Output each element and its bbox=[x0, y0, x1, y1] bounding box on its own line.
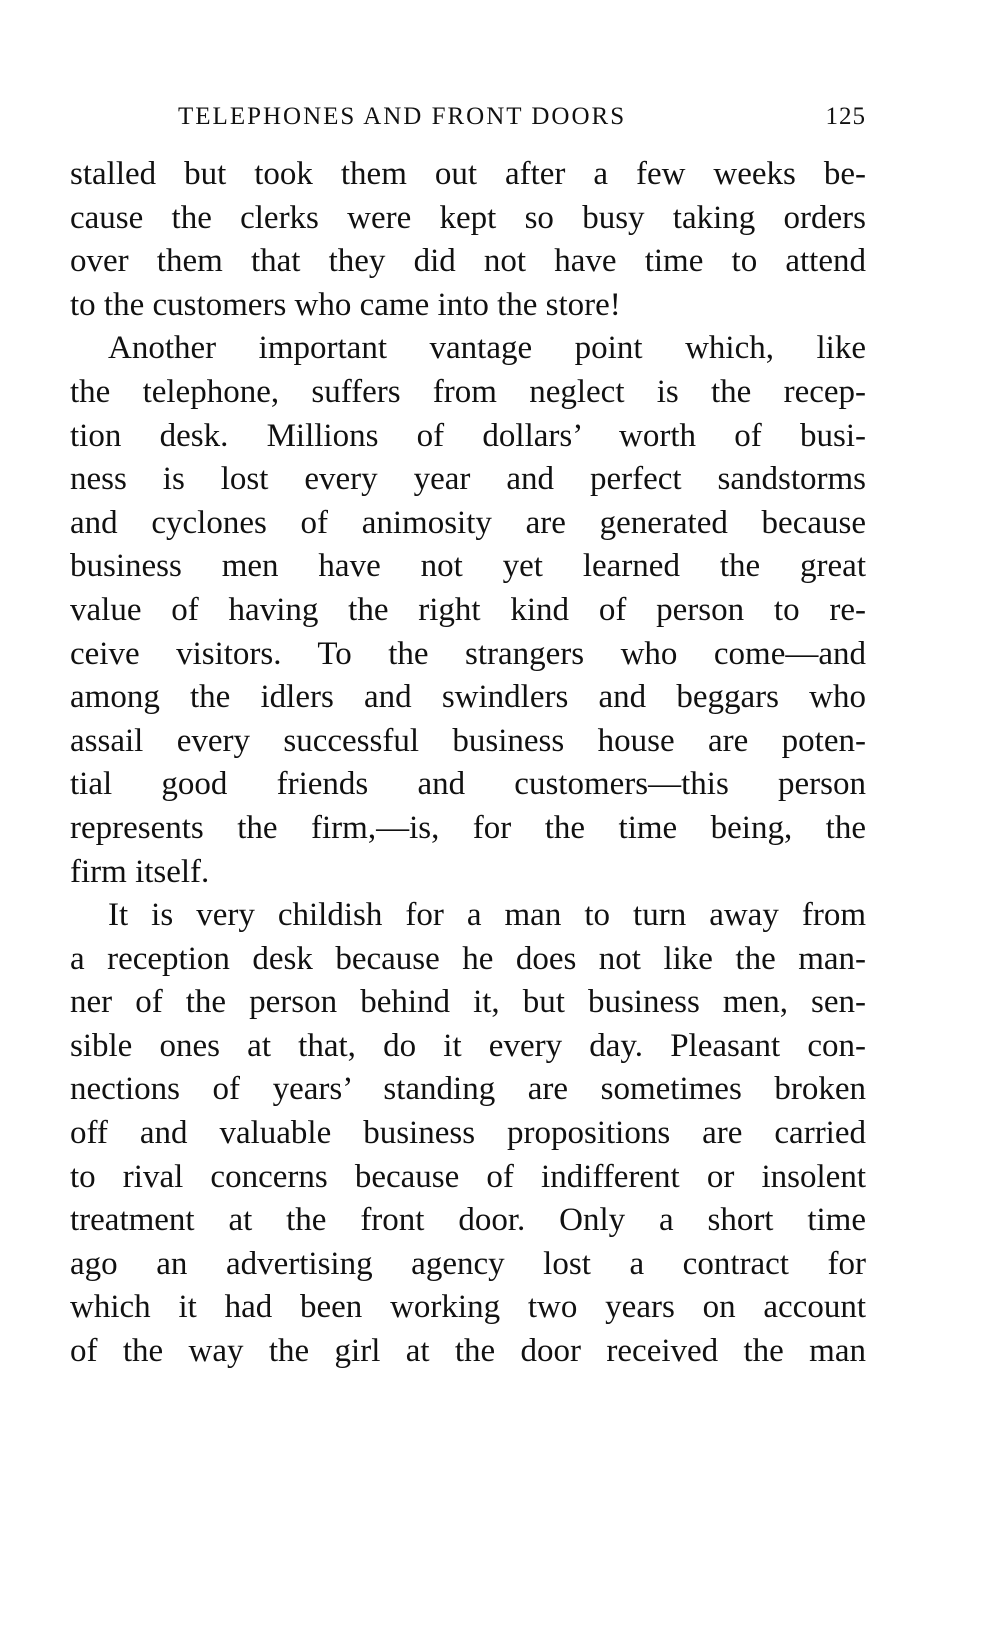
text-line: assail every successful business house are poten- bbox=[70, 722, 866, 759]
paragraph-2 bbox=[70, 327, 866, 894]
paragraph-3 bbox=[70, 894, 866, 1374]
text-line: the telephone, suffers from neglect is the recep- bbox=[70, 373, 866, 410]
text-line: among the idlers and swindlers and beggars who bbox=[70, 679, 866, 716]
text-line: and cyclones of animosity are generated because bbox=[70, 504, 866, 541]
text-line: value of having the right kind of person to re- bbox=[70, 591, 866, 628]
text-line: represents the firm,—is, for the time being, the bbox=[70, 809, 866, 846]
text-line: tion desk. Millions of dollars’ worth of busi- bbox=[70, 417, 866, 454]
text-line: ceive visitors. To the strangers who come—and bbox=[70, 635, 866, 672]
running-head bbox=[70, 97, 866, 137]
text-line: firm itself. bbox=[70, 853, 210, 890]
page-number: 125 bbox=[825, 103, 866, 130]
text-line: tial good friends and customers—this person bbox=[70, 766, 866, 803]
text-line: It is very childish for a man to turn away from bbox=[108, 897, 866, 934]
text-line: of the way the girl at the door received the man bbox=[70, 1333, 866, 1370]
text-line: ner of the person behind it, but business men, sen- bbox=[70, 984, 866, 1021]
text-line: over them that they did not have time to attend bbox=[70, 243, 866, 280]
text-line: business men have not yet learned the great bbox=[70, 548, 866, 585]
text-line: treatment at the front door. Only a short time bbox=[70, 1202, 866, 1239]
running-title: TELEPHONES AND FRONT DOORS bbox=[178, 103, 627, 130]
body-text bbox=[70, 153, 866, 1374]
text-line: sible ones at that, do it every day. Pleasant con- bbox=[70, 1027, 866, 1064]
text-line: nections of years’ standing are sometimes broken bbox=[70, 1071, 866, 1108]
text-line: to rival concerns because of indifferent or insolent bbox=[70, 1158, 866, 1195]
text-line: Another important vantage point which, like bbox=[108, 330, 866, 367]
text-line: stalled but took them out after a few weeks be- bbox=[70, 156, 866, 192]
text-line: cause the clerks were kept so busy taking orders bbox=[70, 199, 866, 236]
paragraph-1 bbox=[70, 153, 866, 327]
text-line: to the customers who came into the store! bbox=[70, 286, 621, 323]
text-line: off and valuable business propositions are carried bbox=[70, 1115, 866, 1152]
text-line: ness is lost every year and perfect sandstorms bbox=[70, 461, 866, 498]
text-line: which it had been working two years on account bbox=[70, 1289, 866, 1326]
text-line: ago an advertising agency lost a contract for bbox=[70, 1245, 866, 1282]
text-line: a reception desk because he does not like the man- bbox=[70, 940, 866, 977]
